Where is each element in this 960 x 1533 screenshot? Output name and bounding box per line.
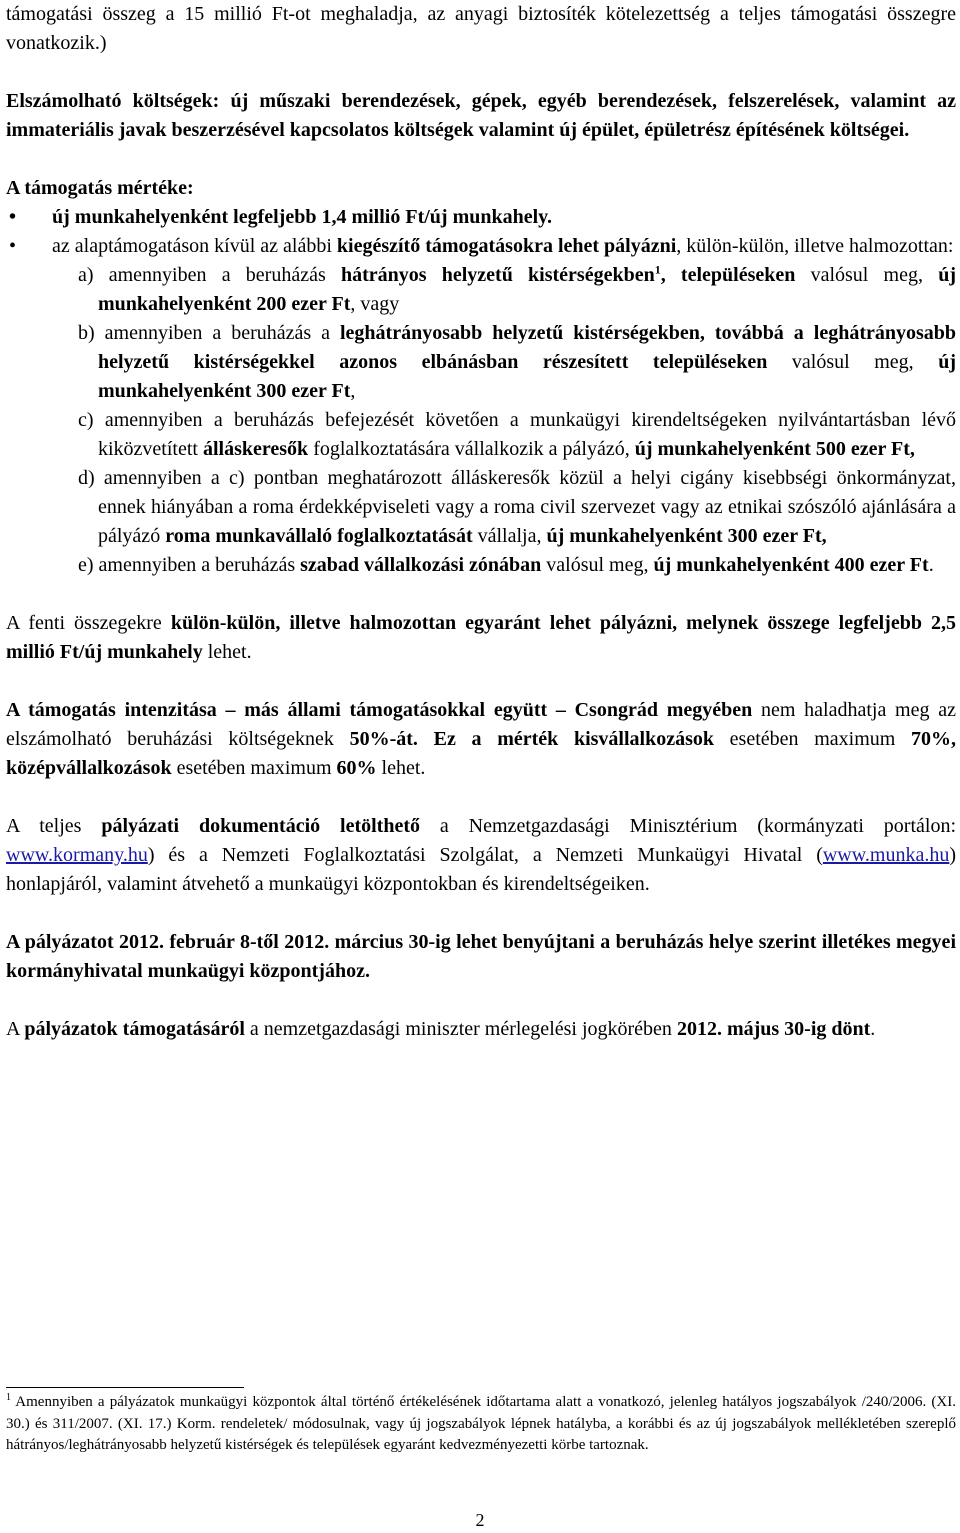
paragraph-deadline: A pályázatot 2012. február 8-től 2012. március 30-ig lehet benyújtani a beruházás helye szerint illetékes megyei kormányhivatal munkaügyi központjához. <box>6 931 956 982</box>
footnote-divider <box>6 1387 244 1388</box>
paragraph-documentation: A teljes pályázati dokumentáció letölthető a Nemzetgazdasági Minisztérium (kormányzati portálon: www.kormany.hu) és a Nemzeti Foglalkoztatási Szolgálat, a Nemzeti Munkaügyi Hivatal (www.munka.hu) honlapjáról, valamint átvehető a munkaügyi központokban és kirendeltségeiken. <box>6 815 956 895</box>
page-number: 2 <box>475 1510 485 1530</box>
link-kormany[interactable]: www.kormany.hu <box>6 844 148 866</box>
footnote-reference: 1 <box>654 262 661 277</box>
supplementary-support-list <box>6 261 956 580</box>
paragraph-eligible-costs: Elszámolható költségek: új műszaki berendezések, gépek, egyéb berendezések, felszerelések, valamint az immateriális javak beszerzésével kapcsolatos költségek valamint új épület, épületrész építésének költségei. <box>6 90 956 141</box>
footnote: $^1$ Amennyiben a pályázatok munkaügyi központok által történő értékelésének időtartama alatt a vonatkozó, jelenleg hatályos jogszabályok /240/2006. (XI. 30.) és 311/2007. (XI. 17.) Korm. rendeletek/ módosulnak, vagy új jogszabályok lépnek hatályba, a korábbi és az új jogszabályok mellékletében szereplő hátrányos/leghátrányosabb helyzetű kistérségek és települések egyaránt kedvezményezetti körbe tartoznak. <box>6 1392 956 1453</box>
list-item: • új munkahelyenként legfeljebb 1,4 millió Ft/új munkahely. <box>6 203 956 232</box>
list-item: a) amennyiben a beruházás hátrányos helyzetű kistérségekben$^1$, településeken valósul meg, új munkahelyenként 200 ezer Ft, vagy <box>78 262 956 315</box>
list-item: c) amennyiben a beruházás befejezését követően a munkaügyi kirendeltségeken nyilvántartásban lévő kiközvetített álláskeresők foglalkoztatására vállalkozik a pályázó, új munkahelyenként 500 ezer Ft, <box>78 409 956 460</box>
paragraph-guarantee: támogatási összeg a 15 millió Ft-ot meghaladja, az anyagi biztosíték kötelezettség a teljes támogatási összegre vonatkozik.) <box>6 3 956 54</box>
list-item: • az alaptámogatáson kívül az alábbi kiegészítő támogatásokra lehet pályázni, külön-külön, illetve halmozottan: <box>6 232 956 261</box>
document-body <box>6 0 956 1044</box>
list-item: e) amennyiben a beruházás szabad vállalkozási zónában valósul meg, új munkahelyenként 400 ezer Ft. <box>78 554 934 576</box>
list-item: d) amennyiben a c) pontban meghatározott álláskeresők közül a helyi cigány kisebbségi önkormányzat, ennek hiányában a roma érdekképviseleti vagy a roma civil szervezet vagy az etnikai szószóló ajánlására a pályázó roma munkavállaló foglalkoztatását vállalja, új munkahelyenként 300 ezer Ft, <box>78 467 956 547</box>
heading-support-rate: A támogatás mértéke: <box>6 177 194 199</box>
paragraph-cumulative: A fenti összegekre külön-külön, illetve halmozottan egyaránt lehet pályázni, melynek összege legfeljebb 2,5 millió Ft/új munkahely lehet. <box>6 612 956 663</box>
list-item: b) amennyiben a beruházás a leghátrányosabb helyzetű kistérségekben, továbbá a leghátrányosabb helyzetű kistérségekkel azonos elbánásban részesített településeken valósul meg, új munkahelyenként 300 ezer Ft, <box>78 322 957 402</box>
paragraph-intensity: A támogatás intenzitása – más állami támogatásokkal együtt – Csongrád megyében nem haladhatja meg az elszámolható beruházási költségeknek 50%-át. Ez a mérték kisvállalkozások esetében maximum 70%, középvállalkozások esetében maximum 60% lehet. <box>6 699 956 779</box>
paragraph-decision: A pályázatok támogatásáról a nemzetgazdasági miniszter mérlegelési jogkörében 2012. május 30-ig dönt. <box>6 1018 876 1040</box>
link-munka[interactable]: www.munka.hu <box>822 844 950 866</box>
support-rate-list <box>6 203 956 261</box>
